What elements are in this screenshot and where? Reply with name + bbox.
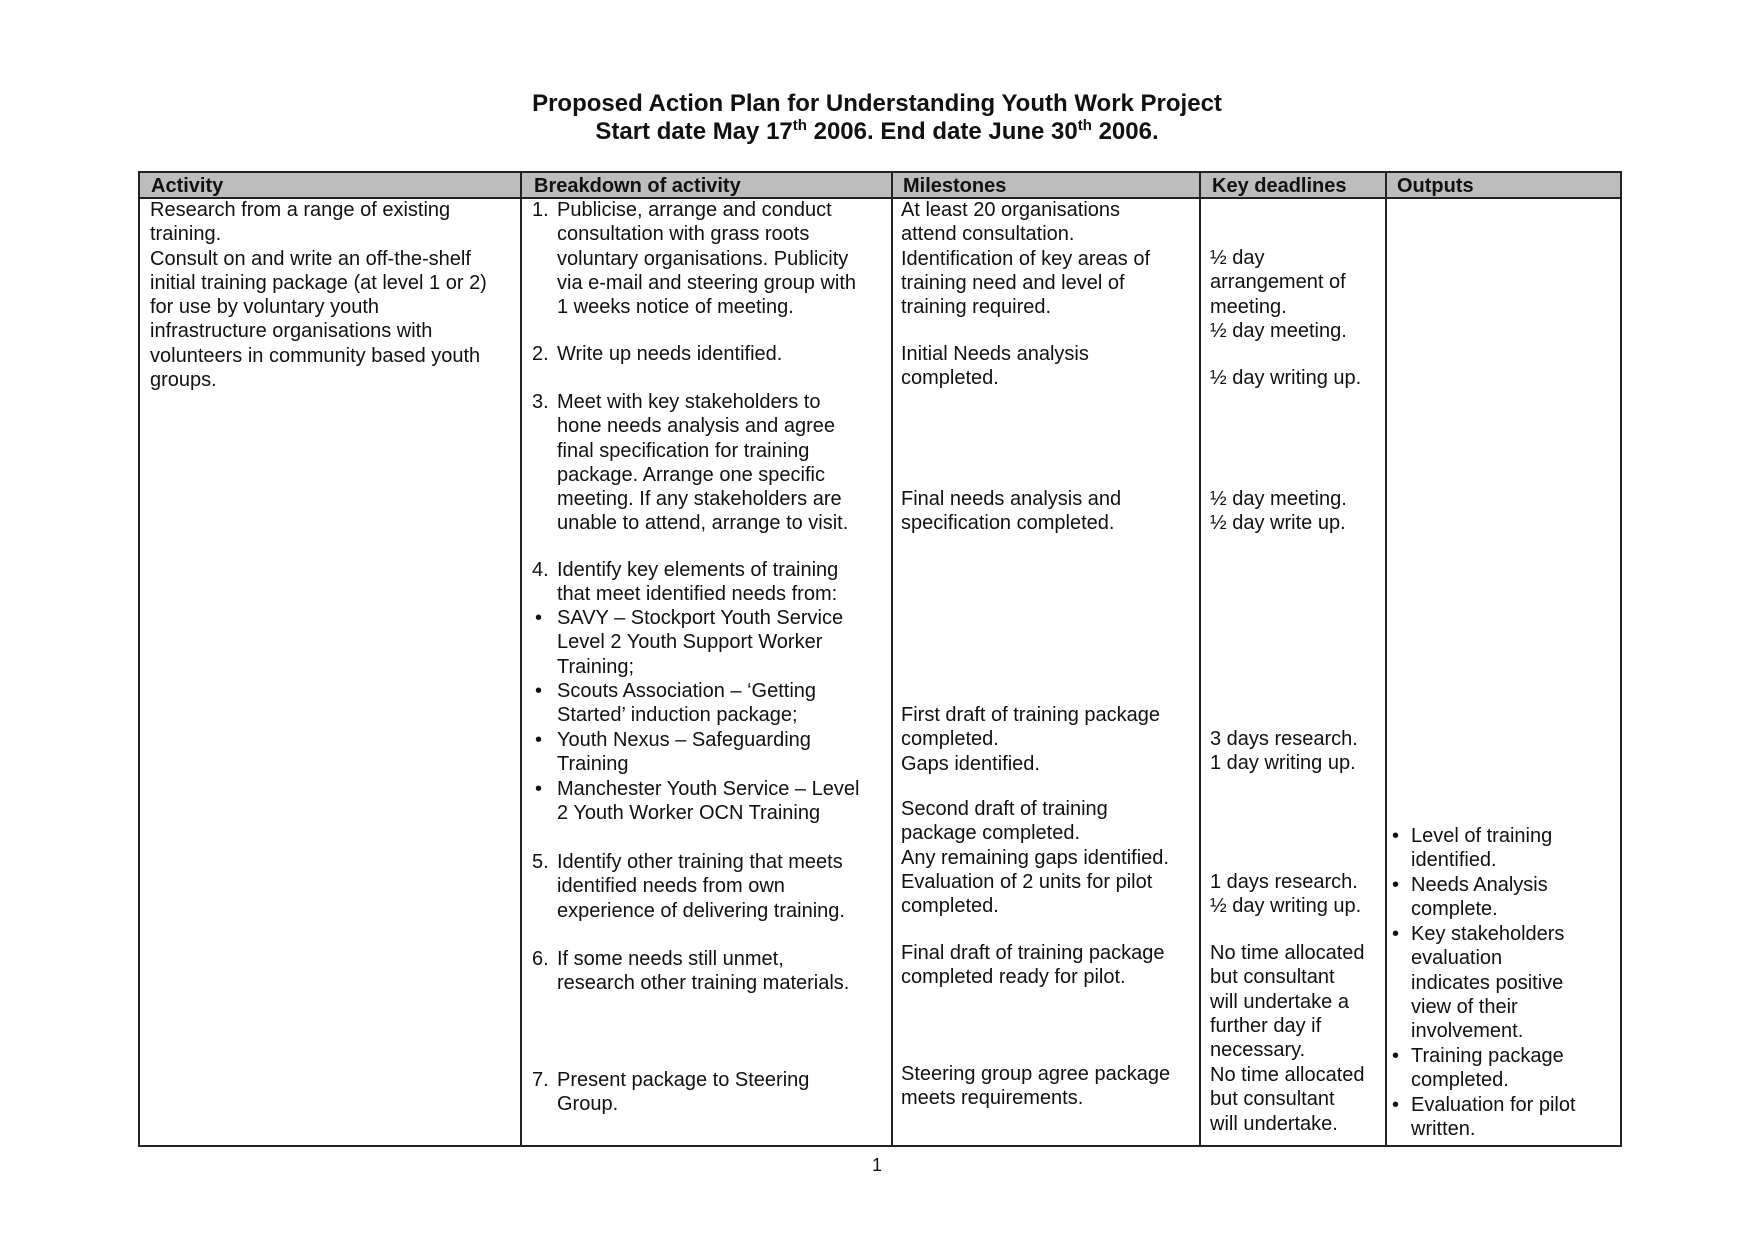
output-level-of-training <box>1411 824 1552 873</box>
deadline-consultation <box>1210 246 1347 343</box>
output-line: completed. <box>1411 1069 1509 1092</box>
source-bullet-savy <box>557 606 843 679</box>
activity-line: Research from a range of existing <box>150 199 451 221</box>
milestone-line: specification completed. <box>901 512 1115 535</box>
step-number: 2. <box>532 343 549 365</box>
output-line: evaluation <box>1411 947 1503 970</box>
activity-line: infrastructure organisations with <box>150 320 433 343</box>
bullet-line: Youth Nexus – Safeguarding <box>557 729 811 751</box>
header-key-deadlines: Key deadlines <box>1212 175 1347 197</box>
bullet-line: SAVY – Stockport Youth Service <box>557 607 844 629</box>
step-line: voluntary organisations. Publicity <box>557 247 849 270</box>
breakdown-step-2 <box>557 342 782 366</box>
breakdown-step-5 <box>557 850 845 923</box>
step-line: final specification for training <box>557 439 810 462</box>
milestone-line: Final needs analysis and <box>901 488 1122 510</box>
end-date-year: 2006. <box>1091 118 1159 145</box>
step-line: experience of delivering training. <box>557 899 845 922</box>
deadline-first-draft <box>1210 727 1358 776</box>
bullet-dot: • <box>1392 1094 1400 1116</box>
breakdown-step-6 <box>557 947 849 996</box>
milestone-line: completed. <box>901 728 999 751</box>
output-line: view of their <box>1411 995 1518 1018</box>
start-date-text: Start date May 17 <box>595 118 793 145</box>
step-line: Meet with key stakeholders to <box>557 391 821 413</box>
step-line: consultation with grass roots <box>557 223 810 246</box>
bullet-line: Training; <box>557 655 635 678</box>
deadline-second-draft <box>1210 870 1361 919</box>
deadline-line: ½ day write up. <box>1210 512 1346 535</box>
milestone-line: First draft of training package <box>901 704 1161 726</box>
output-line: involvement. <box>1411 1020 1524 1043</box>
milestone-line: At least 20 organisations <box>901 199 1121 221</box>
step-number: 1. <box>532 199 549 221</box>
step-number: 4. <box>532 559 549 581</box>
deadline-line: ½ day writing up. <box>1210 895 1362 918</box>
deadline-line: ½ day meeting. <box>1210 488 1347 510</box>
step-line: Write up needs identified. <box>557 343 783 365</box>
milestone-consultation <box>901 198 1150 319</box>
milestone-final-draft <box>901 941 1165 990</box>
deadline-line: ½ day meeting. <box>1210 319 1347 342</box>
deadline-line: No time allocated <box>1210 942 1365 964</box>
activity-line: Consult on and write an off-the-shelf <box>150 247 471 270</box>
milestone-line: completed. <box>901 895 999 918</box>
activity-line: groups. <box>150 369 217 392</box>
deadline-line: will undertake. <box>1210 1112 1338 1135</box>
deadline-line: further day if <box>1210 1014 1322 1037</box>
step-line: Identify key elements of training <box>557 559 839 581</box>
deadline-line: ½ day <box>1210 247 1265 269</box>
output-line: Level of training <box>1411 825 1553 847</box>
breakdown-step-3 <box>557 390 848 536</box>
column-divider <box>891 173 893 1145</box>
milestone-initial-needs <box>901 342 1089 391</box>
deadline-line: 3 days research. <box>1210 728 1358 750</box>
bullet-line: 2 Youth Worker OCN Training <box>557 802 821 825</box>
step-line: Group. <box>557 1093 619 1116</box>
milestone-line: completed ready for pilot. <box>901 966 1126 989</box>
step-line: identified needs from own <box>557 875 785 898</box>
source-bullet-scouts <box>557 679 816 728</box>
milestone-line: Evaluation of 2 units for pilot <box>901 870 1153 893</box>
source-bullet-manchester <box>557 777 859 826</box>
deadline-line: necessary. <box>1210 1039 1306 1062</box>
step-line: hone needs analysis and agree <box>557 415 835 438</box>
document-subtitle-dates <box>0 118 1754 146</box>
activity-line: initial training package (at level 1 or 2) <box>150 271 487 294</box>
step-line: research other training materials. <box>557 972 850 995</box>
milestone-line: training required. <box>901 296 1052 319</box>
step-number: 3. <box>532 391 549 413</box>
breakdown-step-1 <box>557 198 856 319</box>
activity-line: volunteers in community based youth <box>150 344 481 367</box>
milestone-line: Second draft of training <box>901 798 1108 820</box>
deadline-line: 1 days research. <box>1210 871 1358 893</box>
milestone-line: meets requirements. <box>901 1087 1084 1110</box>
output-line: indicates positive <box>1411 971 1564 994</box>
page-number: 1 <box>871 1155 882 1175</box>
step-line: If some needs still unmet, <box>557 948 784 970</box>
step-line: via e-mail and steering group with <box>557 271 857 294</box>
bullet-line: Scouts Association – ‘Getting <box>557 680 817 702</box>
milestone-line: training need and level of <box>901 271 1125 294</box>
milestone-line: package completed. <box>901 822 1081 845</box>
output-line: written. <box>1411 1118 1476 1141</box>
milestone-steering-group <box>901 1062 1170 1111</box>
activity-line: training. <box>150 223 222 246</box>
bullet-dot: • <box>1392 1045 1400 1067</box>
bullet-dot: • <box>1392 825 1400 847</box>
deadline-line: ½ day writing up. <box>1210 367 1362 389</box>
header-breakdown: Breakdown of activity <box>534 175 741 197</box>
deadline-line: meeting. <box>1210 295 1287 318</box>
step-line: meeting. If any stakeholders are <box>557 488 842 511</box>
deadline-line: but consultant <box>1210 1088 1335 1111</box>
milestone-first-draft <box>901 703 1160 776</box>
step-line: Identify other training that meets <box>557 851 843 873</box>
activity-cell <box>150 198 487 392</box>
output-line: Evaluation for pilot <box>1411 1094 1576 1116</box>
deadline-line: but consultant <box>1210 966 1335 989</box>
column-divider <box>520 173 522 1145</box>
milestone-line: Gaps identified. <box>901 752 1040 775</box>
start-date-ordinal: th <box>792 117 807 134</box>
step-number: 6. <box>532 948 549 970</box>
output-line: Key stakeholders <box>1411 923 1565 945</box>
bullet-dot: • <box>535 607 543 629</box>
milestone-second-draft <box>901 797 1169 918</box>
breakdown-step-4 <box>557 558 838 607</box>
step-line: Present package to Steering <box>557 1069 810 1091</box>
end-date-ordinal: th <box>1077 117 1092 134</box>
source-bullet-youth-nexus <box>557 728 811 777</box>
bullet-dot: • <box>1392 874 1400 896</box>
output-pilot-evaluation <box>1411 1093 1576 1142</box>
header-activity: Activity <box>151 175 224 197</box>
output-needs-analysis <box>1411 873 1548 922</box>
deadline-line: No time allocated <box>1210 1064 1365 1086</box>
bullet-dot: • <box>1392 923 1400 945</box>
deadline-final-draft <box>1210 941 1365 1062</box>
output-line: complete. <box>1411 898 1498 921</box>
deadline-line: will undertake a <box>1210 990 1349 1013</box>
bullet-line: Training <box>557 753 629 776</box>
step-line: Publicise, arrange and conduct <box>557 199 832 221</box>
output-line: Training package <box>1411 1045 1564 1067</box>
milestone-line: Final draft of training package <box>901 942 1165 964</box>
bullet-dot: • <box>535 680 543 702</box>
step-number: 7. <box>532 1069 549 1091</box>
column-divider <box>1385 173 1387 1145</box>
activity-line: for use by voluntary youth <box>150 296 380 319</box>
milestone-line: Any remaining gaps identified. <box>901 846 1169 869</box>
breakdown-step-7 <box>557 1068 809 1117</box>
milestone-line: Initial Needs analysis <box>901 343 1089 365</box>
end-date-text: 2006. End date June 30 <box>806 118 1078 145</box>
milestone-final-needs <box>901 487 1121 536</box>
deadline-steering-group <box>1210 1063 1365 1136</box>
bullet-line: Level 2 Youth Support Worker <box>557 631 823 654</box>
header-milestones: Milestones <box>903 175 1007 197</box>
step-line: 1 weeks notice of meeting. <box>557 296 794 319</box>
bullet-dot: • <box>535 778 543 800</box>
column-divider <box>1199 173 1201 1145</box>
milestone-line: attend consultation. <box>901 223 1075 246</box>
milestone-line: completed. <box>901 367 999 390</box>
deadline-line: 1 day writing up. <box>1210 752 1356 775</box>
step-number: 5. <box>532 851 549 873</box>
step-line: unable to attend, arrange to visit. <box>557 512 849 535</box>
bullet-dot: • <box>535 729 543 751</box>
bullet-line: Manchester Youth Service – Level <box>557 778 860 800</box>
output-line: identified. <box>1411 849 1497 872</box>
output-line: Needs Analysis <box>1411 874 1548 896</box>
bullet-line: Started’ induction package; <box>557 704 798 727</box>
milestone-line: Steering group agree package <box>901 1063 1171 1085</box>
deadline-line: arrangement of <box>1210 271 1346 294</box>
document-title: Proposed Action Plan for Understanding Youth Work Project <box>532 90 1222 117</box>
step-line: that meet identified needs from: <box>557 583 838 606</box>
deadline-stakeholder-meeting <box>1210 487 1347 536</box>
output-stakeholder-evaluation <box>1411 922 1564 1043</box>
deadline-write-up <box>1210 366 1361 390</box>
milestone-line: Identification of key areas of <box>901 247 1151 270</box>
step-line: package. Arrange one specific <box>557 463 825 486</box>
output-training-package <box>1411 1044 1564 1093</box>
header-outputs: Outputs <box>1397 175 1474 197</box>
